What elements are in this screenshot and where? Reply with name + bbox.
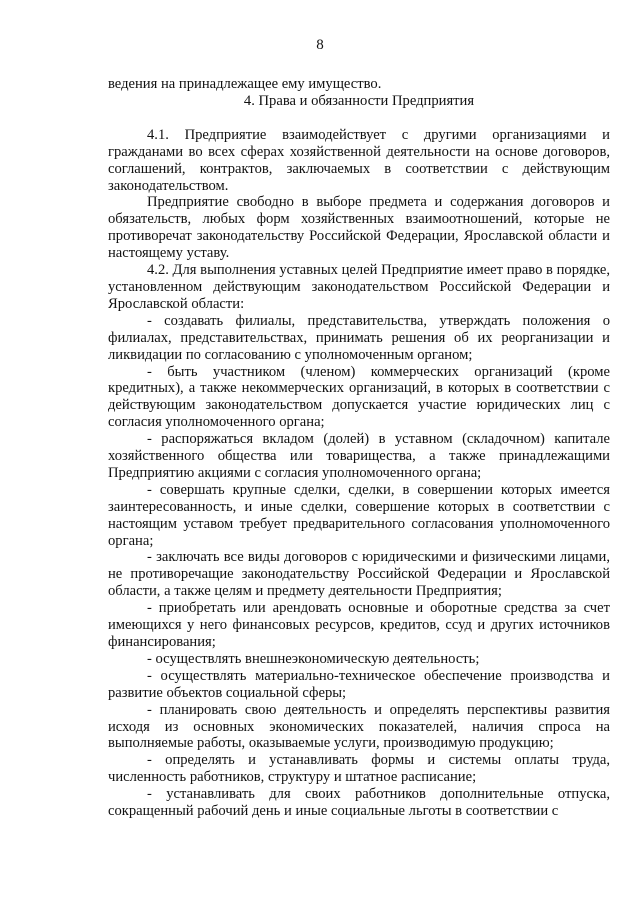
list-item-payroll: - определять и устанавливать формы и системы оплаты труда, численность работников, структуру и штатное расписание;: [108, 752, 610, 786]
list-item-benefits: - устанавливать для своих работников дополнительные отпуска, сокращенный рабочий день и иные социальные льготы в соответствии с: [108, 786, 610, 820]
document-body: [108, 76, 610, 820]
list-item-branches: - создавать филиалы, представительства, утверждать положения о филиалах, представительствах, принимать решения об их реорганизации и ликвидации по согласованию с уполномоченным органом;: [108, 312, 610, 363]
lead-line: ведения на принадлежащее ему имущество.: [108, 76, 382, 92]
page-number: 8: [316, 37, 324, 53]
section-heading: 4. Права и обязанности Предприятия: [243, 92, 475, 109]
list-item-planning: - планировать свою деятельность и определять перспективы развития исходя из основных экономических показателей, наличия спроса на выполняемые работы, оказываемые услуги, производимую продукцию;: [108, 701, 610, 752]
list-item-shares: - распоряжаться вкладом (долей) в уставном (складочном) капитале хозяйственного общества или товарищества, а также принадлежащими Предприятию акциями с согласия уполномоченного органа;: [108, 431, 610, 481]
list-item-logistics: - осуществлять материально-техническое обеспечение производства и развитие объектов социальной сферы;: [108, 667, 610, 701]
paragraph-4-1: 4.1. Предприятие взаимодействует с другими организациями и гражданами во всех сферах хозяйственной деятельности на основе договоров, соглашений, контрактов, заключаемых в соответствии с действующим законодательством.: [108, 126, 610, 194]
list-item-major-deals: - совершать крупные сделки, сделки, в совершении которых имеется заинтересованность, и иные сделки, совершение которых в соответствии с настоящим уставом требует предварительного согласования уполномоченного органа;: [108, 481, 610, 549]
list-item-membership: - быть участником (членом) коммерческих организаций (кроме кредитных), а также некоммерческих организаций, в которых в соответствии с действующим законодательством допускается участие юридических лиц с согласия уполномоченного органа;: [108, 363, 610, 431]
list-item-foreign-trade: - осуществлять внешнеэкономическую деятельность;: [147, 650, 480, 667]
paragraph-4-2: 4.2. Для выполнения уставных целей Предприятие имеет право в порядке, установленном действующим законодательством Российской Федерации и Ярославской области:: [108, 262, 610, 312]
list-item-assets: - приобретать или арендовать основные и оборотные средства за счет имеющихся у него финансовых ресурсов, кредитов, ссуд и других источников финансирования;: [108, 600, 610, 650]
paragraph-freedom-of-contract: Предприятие свободно в выборе предмета и содержания договоров и обязательств, любых форм хозяйственных взаимоотношений, которые не противоречат законодательству Российской Федерации, Ярославской области и настоящему уставу.: [108, 194, 610, 262]
list-item-contracts: - заключать все виды договоров с юридическими и физическими лицами, не противоречащие законодательству Российской Федерации и Ярославской области, а также целям и предмету деятельности Предприятия;: [108, 549, 610, 600]
